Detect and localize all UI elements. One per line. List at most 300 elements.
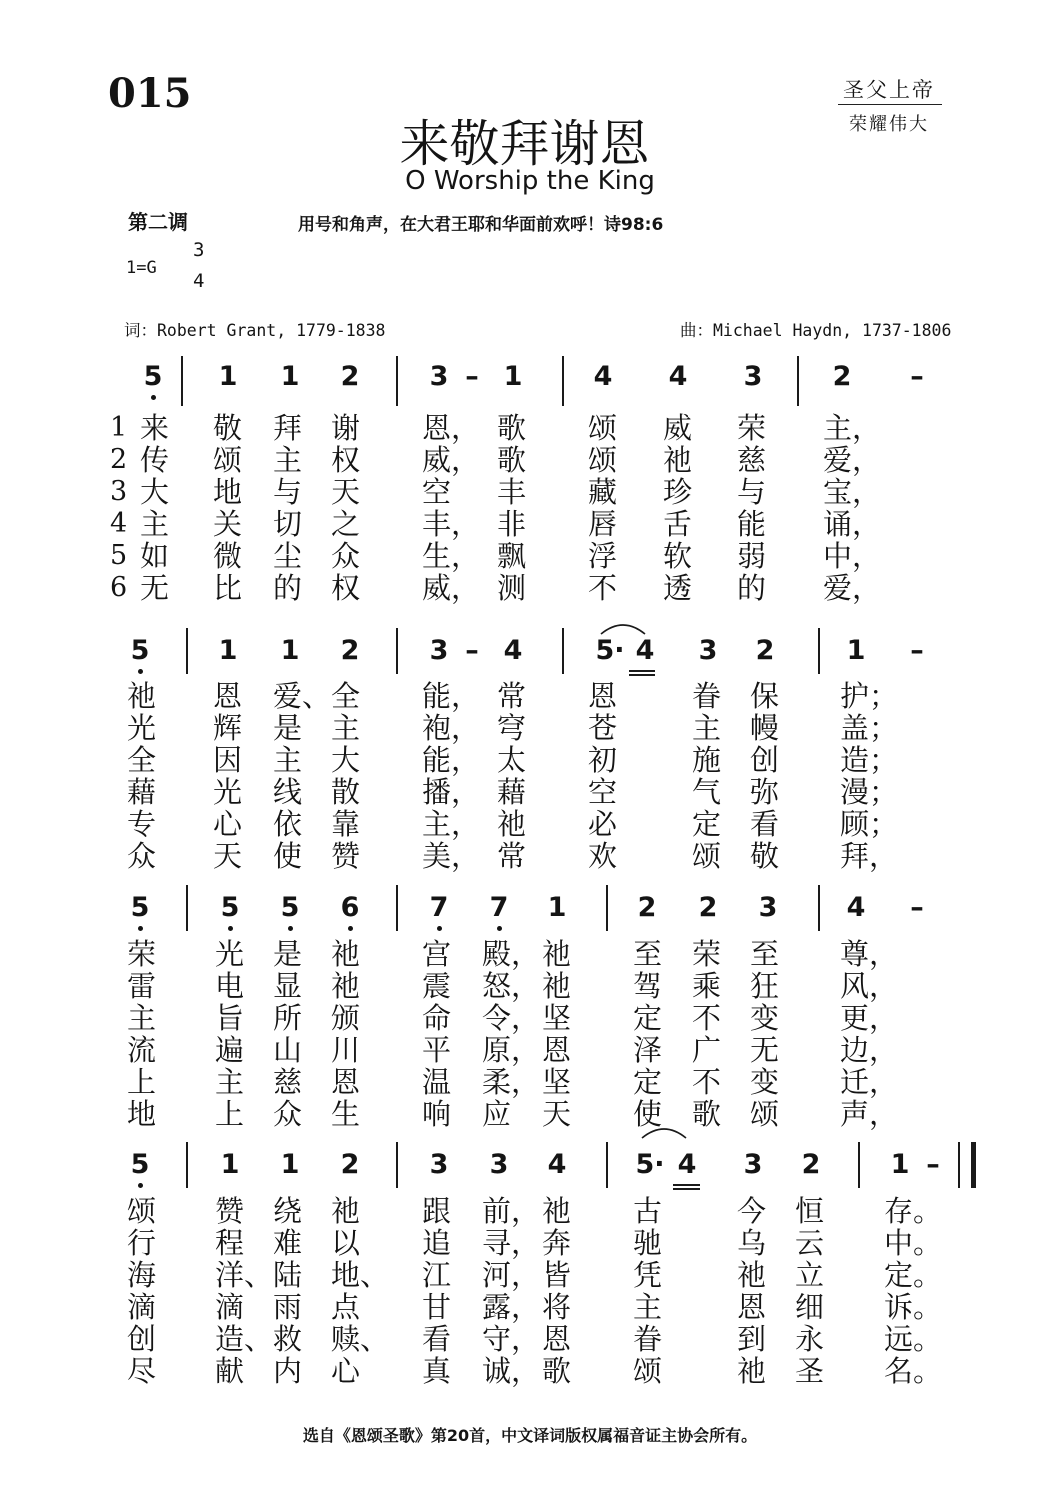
lyric-syllable: 海 — [127, 1258, 157, 1292]
note: 1 — [280, 635, 300, 666]
eighth-note-underline — [673, 1184, 700, 1186]
lyric-syllable: 弥 — [750, 775, 780, 809]
note: 2 — [340, 635, 360, 666]
lyric-syllable: 永 — [795, 1322, 825, 1356]
lyric-syllable: 慈 — [737, 443, 767, 477]
lyric-syllable: 驾 — [633, 969, 663, 1003]
lyric-syllable: 威， — [422, 571, 481, 605]
lyric-syllable: 行 — [127, 1226, 157, 1260]
lyric-syllable: 眷 — [692, 679, 722, 713]
lyric-syllable: 救 — [273, 1322, 303, 1356]
lyric-syllable: 靠 — [331, 807, 361, 841]
barline — [818, 885, 820, 931]
lyric-syllable: 透 — [663, 571, 693, 605]
lyric-syllable: 祂 — [331, 1194, 361, 1228]
lyric-syllable: 将 — [542, 1290, 572, 1324]
lyric-syllable: 造； — [840, 743, 899, 777]
lyric-syllable: 赎、 — [331, 1322, 390, 1356]
lyric-syllable: 歌 — [692, 1097, 722, 1131]
octave-dot-below — [348, 926, 353, 931]
lyric-syllable: 祂 — [737, 1258, 767, 1292]
lyric-syllable: 如 — [140, 539, 170, 573]
barline — [396, 885, 398, 931]
lyric-syllable: 的 — [737, 571, 767, 605]
note: 3 — [743, 1149, 763, 1180]
barline — [562, 356, 564, 406]
lyric-syllable: 空 — [422, 475, 452, 509]
lyric-syllable: 江 — [422, 1258, 452, 1292]
lyric-syllable: 定 — [633, 1065, 663, 1099]
note: 3 — [758, 892, 778, 923]
lyric-syllable: 狂 — [750, 969, 780, 1003]
lyric-syllable: 中。 — [884, 1226, 943, 1260]
octave-dot-below — [228, 926, 233, 931]
lyric-syllable: 显 — [273, 969, 303, 1003]
dash-note: – — [465, 635, 479, 666]
note: 1 — [218, 635, 238, 666]
note: 5 — [143, 361, 163, 392]
octave-dot-below — [288, 926, 293, 931]
lyric-syllable: 至 — [633, 937, 663, 971]
lyric-syllable: 恩 — [737, 1290, 767, 1324]
lyric-syllable: 颂 — [633, 1354, 663, 1388]
lyric-syllable: 滴 — [127, 1290, 157, 1324]
lyric-syllable: 专 — [127, 807, 157, 841]
barline — [562, 628, 564, 674]
lyric-syllable: 天 — [542, 1097, 572, 1131]
verse-number: 4 — [110, 508, 128, 539]
note: 2 — [832, 361, 852, 392]
verse-number: 2 — [110, 444, 128, 475]
lyric-syllable: 温 — [422, 1065, 452, 1099]
lyric-syllable: 欢 — [588, 839, 618, 873]
lyric-syllable: 名。 — [884, 1354, 943, 1388]
lyric-syllable: 慈 — [273, 1065, 303, 1099]
lyric-syllable: 山 — [273, 1033, 303, 1067]
lyric-syllable: 看 — [750, 807, 780, 841]
note: 3 — [698, 635, 718, 666]
lyric-syllable: 坚 — [542, 1001, 572, 1035]
lyric-syllable: 测 — [497, 571, 527, 605]
note: 7 — [489, 892, 509, 923]
lyric-syllable: 中， — [823, 539, 882, 573]
lyric-syllable: 切 — [273, 507, 303, 541]
note: 2 — [637, 892, 657, 923]
lyric-syllable: 之 — [331, 507, 361, 541]
note: 4 — [635, 635, 655, 666]
note: 5 — [130, 635, 150, 666]
lyric-syllable: 地 — [127, 1097, 157, 1131]
copyright-footer: 选自《恩颂圣歌》第20首，中文译词版权属福音证主协会所有。 — [302, 1426, 758, 1445]
lyric-syllable: 雨 — [273, 1290, 303, 1324]
lyric-syllable: 顾； — [840, 807, 899, 841]
lyric-syllable: 权 — [331, 443, 361, 477]
barline — [396, 356, 398, 406]
lyric-syllable: 飘 — [497, 539, 527, 573]
lyric-syllable: 柔， — [482, 1065, 541, 1099]
lyric-syllable: 立 — [795, 1258, 825, 1292]
lyric-syllable: 拜 — [273, 411, 303, 445]
lyric-syllable: 关 — [213, 507, 243, 541]
category-secondary: 荣耀伟大 — [849, 114, 929, 135]
barline — [858, 1142, 860, 1188]
lyric-syllable: 定 — [633, 1001, 663, 1035]
lyric-syllable: 恩 — [542, 1322, 572, 1356]
lyric-syllable: 上 — [127, 1065, 157, 1099]
lyric-syllable: 依 — [273, 807, 303, 841]
lyric-syllable: 殿， — [482, 937, 541, 971]
slur — [599, 620, 647, 636]
lyric-syllable: 主 — [331, 711, 361, 745]
lyric-syllable: 爱、 — [273, 679, 332, 713]
lyric-syllable: 平 — [422, 1033, 452, 1067]
lyric-syllable: 定。 — [884, 1258, 943, 1292]
lyric-syllable: 奔 — [542, 1226, 572, 1260]
lyric-syllable: 河， — [482, 1258, 541, 1292]
lyric-syllable: 地、 — [331, 1258, 390, 1292]
lyric-syllable: 不 — [588, 571, 618, 605]
lyric-syllable: 追 — [422, 1226, 452, 1260]
lyric-syllable: 荣 — [737, 411, 767, 445]
lyric-syllable: 藏 — [588, 475, 618, 509]
lyric-syllable: 心 — [213, 807, 243, 841]
lyric-syllable: 流 — [127, 1033, 157, 1067]
lyric-syllable: 天 — [331, 475, 361, 509]
lyric-syllable: 权 — [331, 571, 361, 605]
lyric-syllable: 坚 — [542, 1065, 572, 1099]
lyric-syllable: 细 — [795, 1290, 825, 1324]
lyric-syllable: 赞 — [215, 1194, 245, 1228]
lyric-syllable: 威 — [663, 411, 693, 445]
dash-note: – — [910, 635, 924, 666]
barline — [181, 356, 183, 406]
barline — [186, 628, 188, 674]
lyric-syllable: 珍 — [663, 475, 693, 509]
lyric-syllable: 祂 — [331, 969, 361, 1003]
note: 2 — [755, 635, 775, 666]
note: 1 — [890, 1149, 910, 1180]
lyric-syllable: 使 — [633, 1097, 663, 1131]
lyric-syllable: 泽 — [633, 1033, 663, 1067]
octave-dot-below — [437, 926, 442, 931]
lyric-syllable: 传 — [140, 443, 170, 477]
eighth-note-underline — [629, 674, 655, 676]
lyric-syllable: 主 — [273, 443, 303, 477]
lyric-syllable: 散 — [331, 775, 361, 809]
lyric-syllable: 内 — [273, 1354, 303, 1388]
lyric-syllable: 无 — [750, 1033, 780, 1067]
lyric-syllable: 线 — [273, 775, 303, 809]
lyric-syllable: 必 — [588, 807, 618, 841]
lyric-syllable: 尽 — [127, 1354, 157, 1388]
lyric-syllable: 绕 — [273, 1194, 303, 1228]
note: 3 — [429, 635, 449, 666]
note: 1 — [218, 361, 238, 392]
lyric-syllable: 旨 — [215, 1001, 245, 1035]
lyric-syllable: 祂 — [542, 969, 572, 1003]
lyric-syllable: 常 — [497, 679, 527, 713]
octave-dot-below — [138, 1183, 143, 1188]
time-signature-bottom: 4 — [193, 270, 205, 292]
lyric-syllable: 歌 — [497, 411, 527, 445]
note: 4 — [846, 892, 866, 923]
lyric-syllable: 前， — [482, 1194, 541, 1228]
lyric-syllable: 主， — [823, 411, 882, 445]
note: 7 — [429, 892, 449, 923]
lyric-syllable: 威， — [422, 443, 481, 477]
lyric-syllable: 看 — [422, 1322, 452, 1356]
lyric-syllable: 滴 — [215, 1290, 245, 1324]
lyric-syllable: 歌 — [497, 443, 527, 477]
lyric-syllable: 舌 — [663, 507, 693, 541]
eighth-note-underline — [629, 670, 655, 672]
lyric-syllable: 川 — [331, 1033, 361, 1067]
dash-note: – — [465, 361, 479, 392]
lyric-syllable: 云 — [795, 1226, 825, 1260]
lyric-syllable: 主， — [422, 807, 481, 841]
barline — [797, 356, 799, 406]
lyric-syllable: 恩 — [542, 1033, 572, 1067]
lyric-syllable: 爱， — [823, 443, 882, 477]
lyric-syllable: 无 — [140, 571, 170, 605]
tune-label: 第二调 — [128, 210, 188, 234]
lyric-syllable: 丰， — [422, 507, 481, 541]
lyric-syllable: 空 — [588, 775, 618, 809]
lyric-syllable: 所 — [273, 1001, 303, 1035]
lyric-syllable: 恩 — [588, 679, 618, 713]
note: 2 — [698, 892, 718, 923]
lyric-syllable: 边， — [840, 1033, 899, 1067]
lyric-syllable: 应 — [482, 1097, 512, 1131]
hymn-number: 015 — [108, 70, 192, 117]
lyric-syllable: 颂 — [750, 1097, 780, 1131]
lyric-syllable: 能， — [422, 679, 481, 713]
lyric-syllable: 乌 — [737, 1226, 767, 1260]
lyric-syllable: 弱 — [737, 539, 767, 573]
note: 2 — [801, 1149, 821, 1180]
lyric-syllable: 非 — [497, 507, 527, 541]
lyric-syllable: 颁 — [331, 1001, 361, 1035]
lyric-syllable: 陆 — [273, 1258, 303, 1292]
lyric-syllable: 比 — [213, 571, 243, 605]
lyric-syllable: 献 — [215, 1354, 245, 1388]
lyric-syllable: 风， — [840, 969, 899, 1003]
lyric-syllable: 寻， — [482, 1226, 541, 1260]
lyric-syllable: 怒， — [482, 969, 541, 1003]
note: 3 — [489, 1149, 509, 1180]
lyric-syllable: 能 — [737, 507, 767, 541]
lyric-syllable: 恩 — [213, 679, 243, 713]
lyric-syllable: 歌 — [542, 1354, 572, 1388]
note: 3 — [429, 361, 449, 392]
lyric-syllable: 全 — [331, 679, 361, 713]
lyric-syllable: 是 — [273, 937, 303, 971]
lyric-syllable: 盖； — [840, 711, 899, 745]
lyric-syllable: 主 — [692, 711, 722, 745]
dash-note: – — [910, 892, 924, 923]
key-signature: 1=G — [126, 258, 157, 278]
octave-dot-below — [138, 669, 143, 674]
lyric-syllable: 以 — [331, 1226, 361, 1260]
lyric-syllable: 众 — [127, 839, 157, 873]
lyric-syllable: 施 — [692, 743, 722, 777]
lyric-syllable: 颂 — [213, 443, 243, 477]
lyric-syllable: 主 — [127, 1001, 157, 1035]
lyric-syllable: 诉。 — [884, 1290, 943, 1324]
note: 1 — [280, 361, 300, 392]
lyric-syllable: 众 — [331, 539, 361, 573]
lyric-syllable: 祂 — [497, 807, 527, 841]
lyric-syllable: 恩， — [422, 411, 481, 445]
barline — [396, 1142, 398, 1188]
verse-number: 6 — [110, 572, 128, 603]
lyric-syllable: 主 — [215, 1065, 245, 1099]
lyric-syllable: 浮 — [588, 539, 618, 573]
octave-dot-below — [497, 926, 502, 931]
verse-number: 5 — [110, 540, 128, 571]
lyric-syllable: 袍， — [422, 711, 481, 745]
lyric-syllable: 变 — [750, 1065, 780, 1099]
lyric-syllable: 守， — [482, 1322, 541, 1356]
lyric-syllable: 敬 — [750, 839, 780, 873]
note: 2 — [340, 1149, 360, 1180]
lyric-syllable: 眷 — [633, 1322, 663, 1356]
note: 4 — [503, 635, 523, 666]
lyric-syllable: 更， — [840, 1001, 899, 1035]
note: 4 — [593, 361, 613, 392]
lyric-syllable: 祂 — [737, 1354, 767, 1388]
note: 4 — [677, 1149, 697, 1180]
lyric-syllable: 主 — [633, 1290, 663, 1324]
lyric-syllable: 太 — [497, 743, 527, 777]
lyric-syllable: 众 — [273, 1097, 303, 1131]
lyric-syllable: 敬 — [213, 411, 243, 445]
lyric-syllable: 软 — [663, 539, 693, 573]
lyric-syllable: 恒 — [795, 1194, 825, 1228]
final-barline-thin — [958, 1142, 960, 1188]
lyric-syllable: 因 — [213, 743, 243, 777]
lyric-syllable: 大 — [140, 475, 170, 509]
lyric-syllable: 遍 — [215, 1033, 245, 1067]
lyric-syllable: 是 — [273, 711, 303, 745]
lyric-syllable: 露， — [482, 1290, 541, 1324]
eighth-note-underline — [673, 1188, 700, 1190]
lyric-syllable: 主 — [140, 507, 170, 541]
lyric-syllable: 的 — [273, 571, 303, 605]
time-signature-top: 3 — [193, 239, 205, 261]
note: 5 — [130, 892, 150, 923]
lyric-syllable: 迁， — [840, 1065, 899, 1099]
lyric-syllable: 尘 — [273, 539, 303, 573]
hymn-title-english: O Worship the King — [405, 166, 655, 196]
lyric-syllable: 诵， — [823, 507, 882, 541]
lyric-syllable: 祂 — [331, 937, 361, 971]
lyric-syllable: 护； — [840, 679, 899, 713]
lyric-syllable: 能， — [422, 743, 481, 777]
lyric-syllable: 定 — [692, 807, 722, 841]
lyric-syllable: 点 — [331, 1290, 361, 1324]
lyric-syllable: 存。 — [884, 1194, 943, 1228]
lyric-syllable: 祂 — [127, 679, 157, 713]
lyric-syllable: 藉 — [497, 775, 527, 809]
lyric-syllable: 光 — [215, 937, 245, 971]
lyric-syllable: 幔 — [750, 711, 780, 745]
lyric-syllable: 到 — [737, 1322, 767, 1356]
lyric-syllable: 天 — [213, 839, 243, 873]
lyric-syllable: 程 — [215, 1226, 245, 1260]
lyric-syllable: 气 — [692, 775, 722, 809]
note: 6 — [340, 892, 360, 923]
note: 1 — [220, 1149, 240, 1180]
lyric-syllable: 尊， — [840, 937, 899, 971]
scripture-reference: 用号和角声，在大君王耶和华面前欢呼！诗98:6 — [298, 215, 664, 235]
lyric-syllable: 皆 — [542, 1258, 572, 1292]
lyric-syllable: 变 — [750, 1001, 780, 1035]
lyric-syllable: 祂 — [663, 443, 693, 477]
lyric-syllable: 生 — [331, 1097, 361, 1131]
note: 1 — [503, 361, 523, 392]
lyric-syllable: 震 — [422, 969, 452, 1003]
verse-number: 1 — [110, 412, 128, 443]
lyric-syllable: 穹 — [497, 711, 527, 745]
lyric-syllable: 颂 — [127, 1194, 157, 1228]
lyric-syllable: 响 — [422, 1097, 452, 1131]
lyric-syllable: 不 — [692, 1001, 722, 1035]
lyric-syllable: 地 — [213, 475, 243, 509]
lyric-syllable: 初 — [588, 743, 618, 777]
lyric-syllable: 圣 — [795, 1354, 825, 1388]
note: 5· — [635, 1149, 665, 1180]
music-credit: 曲：Michael Haydn, 1737-1806 — [680, 321, 952, 340]
lyric-syllable: 荣 — [127, 937, 157, 971]
lyric-syllable: 荣 — [692, 937, 722, 971]
lyric-syllable: 拜， — [840, 839, 899, 873]
lyric-syllable: 祂 — [542, 1194, 572, 1228]
lyric-syllable: 电 — [215, 969, 245, 1003]
lyric-syllable: 美， — [422, 839, 481, 873]
lyric-syllable: 造、 — [215, 1322, 274, 1356]
lyric-syllable: 今 — [737, 1194, 767, 1228]
lyric-syllable: 不 — [692, 1065, 722, 1099]
lyric-syllable: 来 — [140, 411, 170, 445]
lyric-syllable: 洋、 — [215, 1258, 274, 1292]
lyric-syllable: 漫； — [840, 775, 899, 809]
lyric-syllable: 微 — [213, 539, 243, 573]
lyric-syllable: 宫 — [422, 937, 452, 971]
note: 1 — [846, 635, 866, 666]
note: 5 — [130, 1149, 150, 1180]
lyric-syllable: 恩 — [331, 1065, 361, 1099]
note: 2 — [340, 361, 360, 392]
lyric-syllable: 驰 — [633, 1226, 663, 1260]
note: 5 — [280, 892, 300, 923]
lyric-syllable: 诚， — [482, 1354, 541, 1388]
lyric-syllable: 颂 — [588, 411, 618, 445]
barline — [606, 1142, 608, 1188]
barline — [606, 885, 608, 931]
note: 1 — [280, 1149, 300, 1180]
lyric-syllable: 使 — [273, 839, 303, 873]
lyric-syllable: 常 — [497, 839, 527, 873]
lyric-syllable: 大 — [331, 743, 361, 777]
lyric-syllable: 令， — [482, 1001, 541, 1035]
category-primary: 圣父上帝 — [843, 78, 935, 102]
octave-dot-below — [151, 395, 156, 400]
barline — [396, 628, 398, 674]
lyric-syllable: 至 — [750, 937, 780, 971]
lyric-syllable: 宝， — [823, 475, 882, 509]
lyric-syllable: 创 — [750, 743, 780, 777]
